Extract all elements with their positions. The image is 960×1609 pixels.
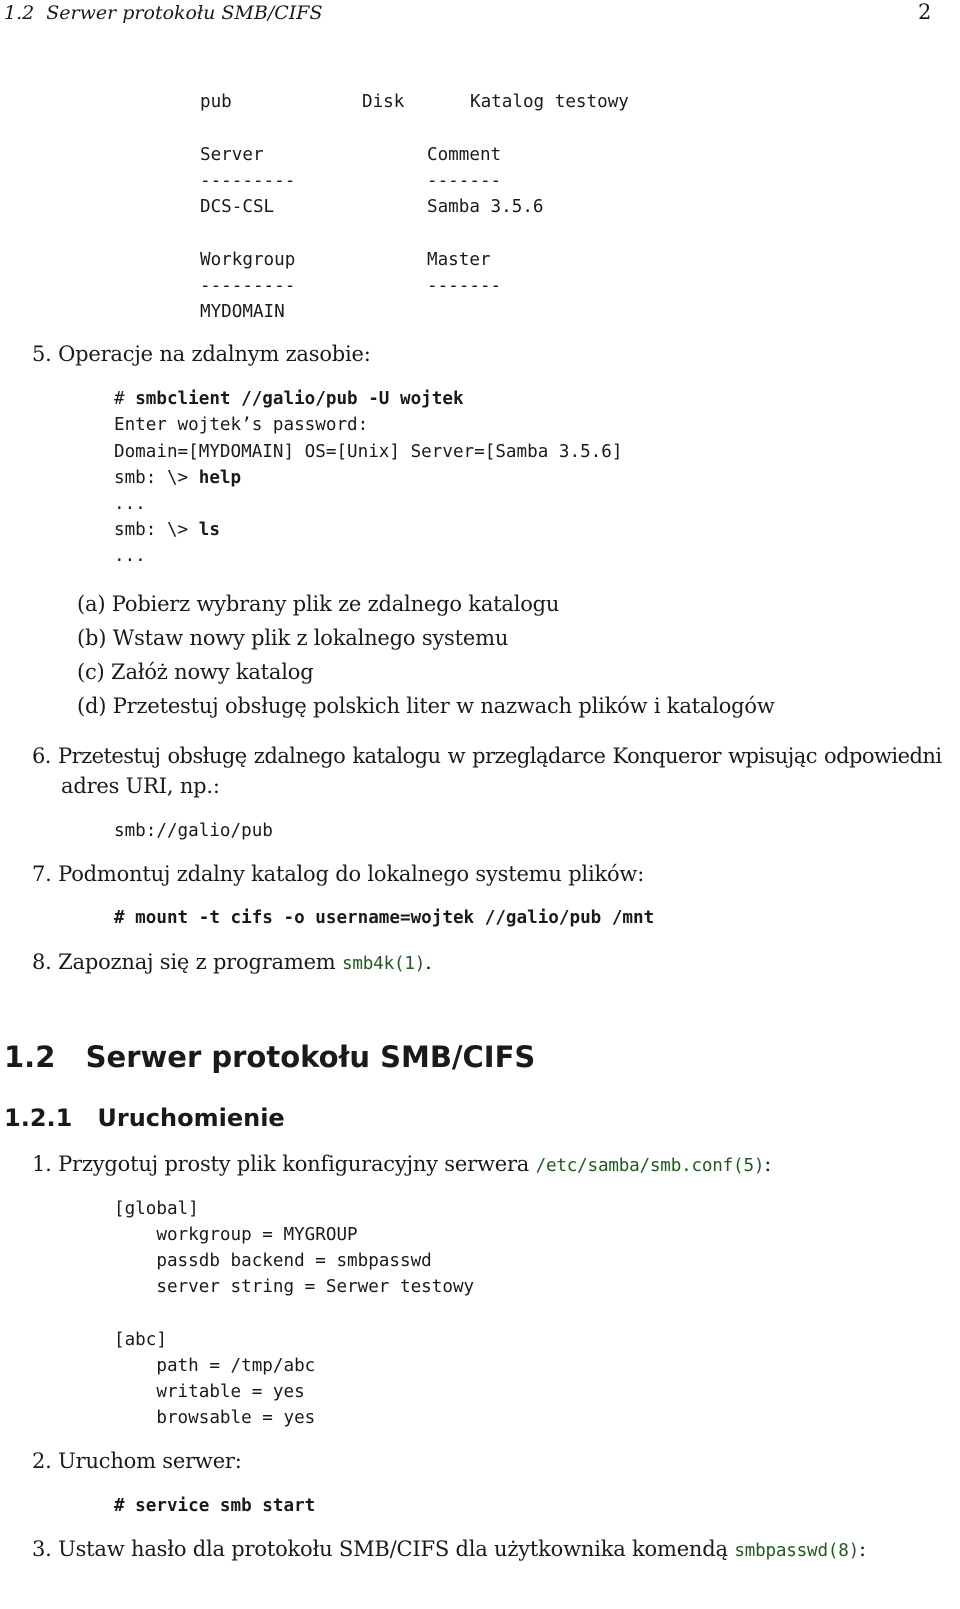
code-line: Domain=[MYDOMAIN] OS=[Unix] Server=[Samba 3.5.6] <box>114 442 623 462</box>
start-step-code: # service smb start <box>114 1496 316 1516</box>
list-text: Przetestuj obsługę polskich liter w nazwach plików i katalogów <box>112 694 775 718</box>
password-step-body: 3. Ustaw hasło dla protokołu SMB/CIFS dla użytkownika komendą <box>32 1537 735 1561</box>
comment-header: Comment <box>427 145 502 165</box>
config-line: browsable = yes <box>114 1408 316 1428</box>
list-text: Wstaw nowy plik z lokalnego systemu <box>112 626 509 650</box>
prompt: # <box>114 389 136 409</box>
master-dashes: ------- <box>427 276 502 296</box>
master-header: Master <box>427 250 491 270</box>
prompt: smb: \> <box>114 520 199 540</box>
list-marker: (d) <box>77 694 107 718</box>
server-value: DCS-CSL <box>200 197 275 217</box>
manpage-reference[interactable]: smbpasswd(8) <box>734 1541 860 1561</box>
list-item <box>77 660 313 684</box>
page-number: 2 <box>918 0 932 24</box>
config-step-body: 1. Przygotuj prosty plik konfiguracyjny serwera <box>32 1152 536 1176</box>
step6-text-cont: adres URI, np.: <box>61 774 220 798</box>
code-line: Enter wojtek’s password: <box>114 415 369 435</box>
subsection-heading: 1.2.1 Uruchomienie <box>4 1104 285 1132</box>
running-header: 1.2 Serwer protokołu SMB/CIFS <box>4 2 323 24</box>
start-step-label: 2. Uruchom serwer: <box>32 1449 242 1473</box>
step8-text <box>32 950 432 974</box>
code-line <box>114 468 241 488</box>
list-item <box>77 592 559 616</box>
code-line: ... <box>114 494 146 514</box>
code-line: ... <box>114 546 146 566</box>
config-line: path = /tmp/abc <box>114 1356 316 1376</box>
config-line: passdb backend = smbpasswd <box>114 1251 432 1271</box>
workgroup-header: Workgroup <box>200 250 296 270</box>
list-item <box>77 626 508 650</box>
comment-value: Samba 3.5.6 <box>427 197 544 217</box>
manpage-reference[interactable]: /etc/samba/smb.conf(5) <box>535 1156 765 1176</box>
code-line <box>114 520 220 540</box>
share-name: pub <box>200 92 232 112</box>
password-step-suffix: : <box>859 1537 866 1561</box>
password-step-text <box>32 1537 866 1561</box>
command: ls <box>198 520 220 540</box>
workgroup-dashes: --------- <box>200 276 296 296</box>
list-text: Załóż nowy katalog <box>111 660 314 684</box>
step5-label: 5. Operacje na zdalnym zasobie: <box>32 342 371 366</box>
config-line: [abc] <box>114 1330 167 1350</box>
config-step-suffix: : <box>764 1152 772 1176</box>
section-heading: 1.2 Serwer protokołu SMB/CIFS <box>4 1040 536 1074</box>
list-marker: (c) <box>77 660 105 684</box>
step6-code: smb://galio/pub <box>114 821 273 841</box>
list-marker: (a) <box>77 592 106 616</box>
list-marker: (b) <box>77 626 107 650</box>
list-text: Pobierz wybrany plik ze zdalnego katalogu <box>111 592 560 616</box>
step7-code: # mount -t cifs -o username=wojtek //galio/pub /mnt <box>114 908 655 928</box>
list-item <box>77 694 775 718</box>
server-header: Server <box>200 145 264 165</box>
server-dashes: --------- <box>200 171 296 191</box>
share-type: Disk <box>362 92 405 112</box>
workgroup-value: MYDOMAIN <box>200 302 285 322</box>
config-line: [global] <box>114 1199 199 1219</box>
config-line: writable = yes <box>114 1382 305 1402</box>
config-step-text <box>32 1152 771 1176</box>
step7-label: 7. Podmontuj zdalny katalog do lokalnego systemu plików: <box>32 862 645 886</box>
command: help <box>198 468 242 488</box>
manpage-reference[interactable]: smb4k(1) <box>342 954 426 974</box>
config-line: server string = Serwer testowy <box>114 1277 475 1297</box>
step6-text: 6. Przetestuj obsługę zdalnego katalogu w przeglądarce Konqueror wpisując odpowiedni <box>32 744 942 768</box>
prompt: smb: \> <box>114 468 199 488</box>
code-line <box>114 389 464 409</box>
config-line: workgroup = MYGROUP <box>114 1225 358 1245</box>
share-comment: Katalog testowy <box>470 92 629 112</box>
step8-body: 8. Zapoznaj się z programem <box>32 950 342 974</box>
command: smbclient //galio/pub -U wojtek <box>135 389 464 409</box>
step8-suffix: . <box>425 950 432 974</box>
comment-dashes: ------- <box>427 171 502 191</box>
